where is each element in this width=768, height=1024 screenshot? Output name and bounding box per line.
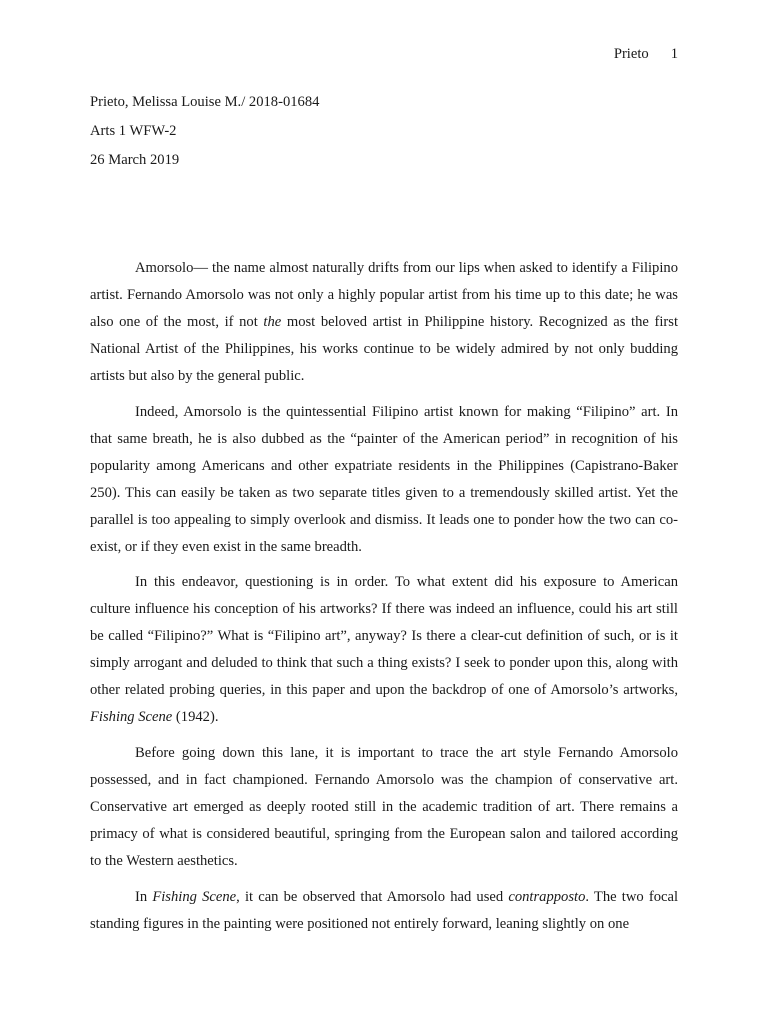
artwork-title: Fishing Scene xyxy=(90,709,173,725)
course-line: Arts 1 WFW-2 xyxy=(90,123,177,139)
paragraph-3-text-b: (1942). xyxy=(172,709,219,725)
paragraph-4: Before going down this lane, it is important to trace the art style Fernando Amorsolo possessed, and in fact championed. Fernando Amorsolo was the champion of conservative art. Conservative art emerged as deeply rooted still in the academic tradition of art. There remains a primacy of what is considered beautiful, springing from the European salon and tailored according to the Western aesthetics. xyxy=(90,745,678,869)
paragraph-2: Indeed, Amorsolo is the quintessential Filipino artist known for making “Filipino” art. In that same breath, he is also dubbed as the “painter of the American period” in recognition of his popularity among Americans and other expatriate residents in the Philippines (Capistrano-Baker 250). This can easily be taken as two separate titles given to a tremendously skilled artist. Yet the parallel is too appealing to simply overlook and dismiss. It leads one to ponder how the two can co-exist, or if they even exist in the same breadth. xyxy=(90,404,678,555)
paragraph-1 xyxy=(90,255,678,390)
paragraph-5-text-a: In xyxy=(135,889,153,905)
page-number: 1 xyxy=(670,46,678,62)
paragraph-3 xyxy=(90,569,678,731)
paragraph-1-text-a: Amorsolo— the name almost naturally drifts from our lips when asked to identify a Filipino artist. Fernando Amorsolo was not only a highly popular artist from his time up to this date; he was also one of the most, if not xyxy=(90,260,678,330)
mla-heading xyxy=(90,92,678,179)
paragraph-5-text-b: , it can be observed that Amorsolo had used xyxy=(236,889,509,905)
header-surname: Prieto xyxy=(613,46,649,62)
artwork-title: Fishing Scene xyxy=(152,889,237,905)
paragraph-1-emphasis: the xyxy=(263,314,282,330)
essay-body xyxy=(90,255,678,947)
paragraph-5 xyxy=(90,884,678,938)
paragraph-3-text-a: In this endeavor, questioning is in order. To what extent did his exposure to American culture influence his conception of his artworks? If there was indeed an influence, could his art still be called “Filipino?” What is “Filipino art”, anyway? Is there a clear-cut definition of such, or is it simply arrogant and deluded to think that such a thing exists? I seek to ponder upon this, along with other related probing queries, in this paper and upon the backdrop of one of Amorsolo’s artworks, xyxy=(90,574,678,698)
paragraph-1-text-b: most beloved artist in Philippine history. Recognized as the first National Artist of the Philippines, his works continue to be widely admired by not only budding artists but also by the general public. xyxy=(90,314,678,384)
student-name-id: Prieto, Melissa Louise M./ 2018-01684 xyxy=(90,94,320,110)
paragraph-5-text-c: . The two focal standing figures in the painting were positioned not entirely forward, leaning slightly on one xyxy=(90,889,678,932)
date-line: 26 March 2019 xyxy=(90,152,180,168)
running-header xyxy=(614,46,678,63)
term-contrapposto: contrapposto xyxy=(508,889,586,905)
